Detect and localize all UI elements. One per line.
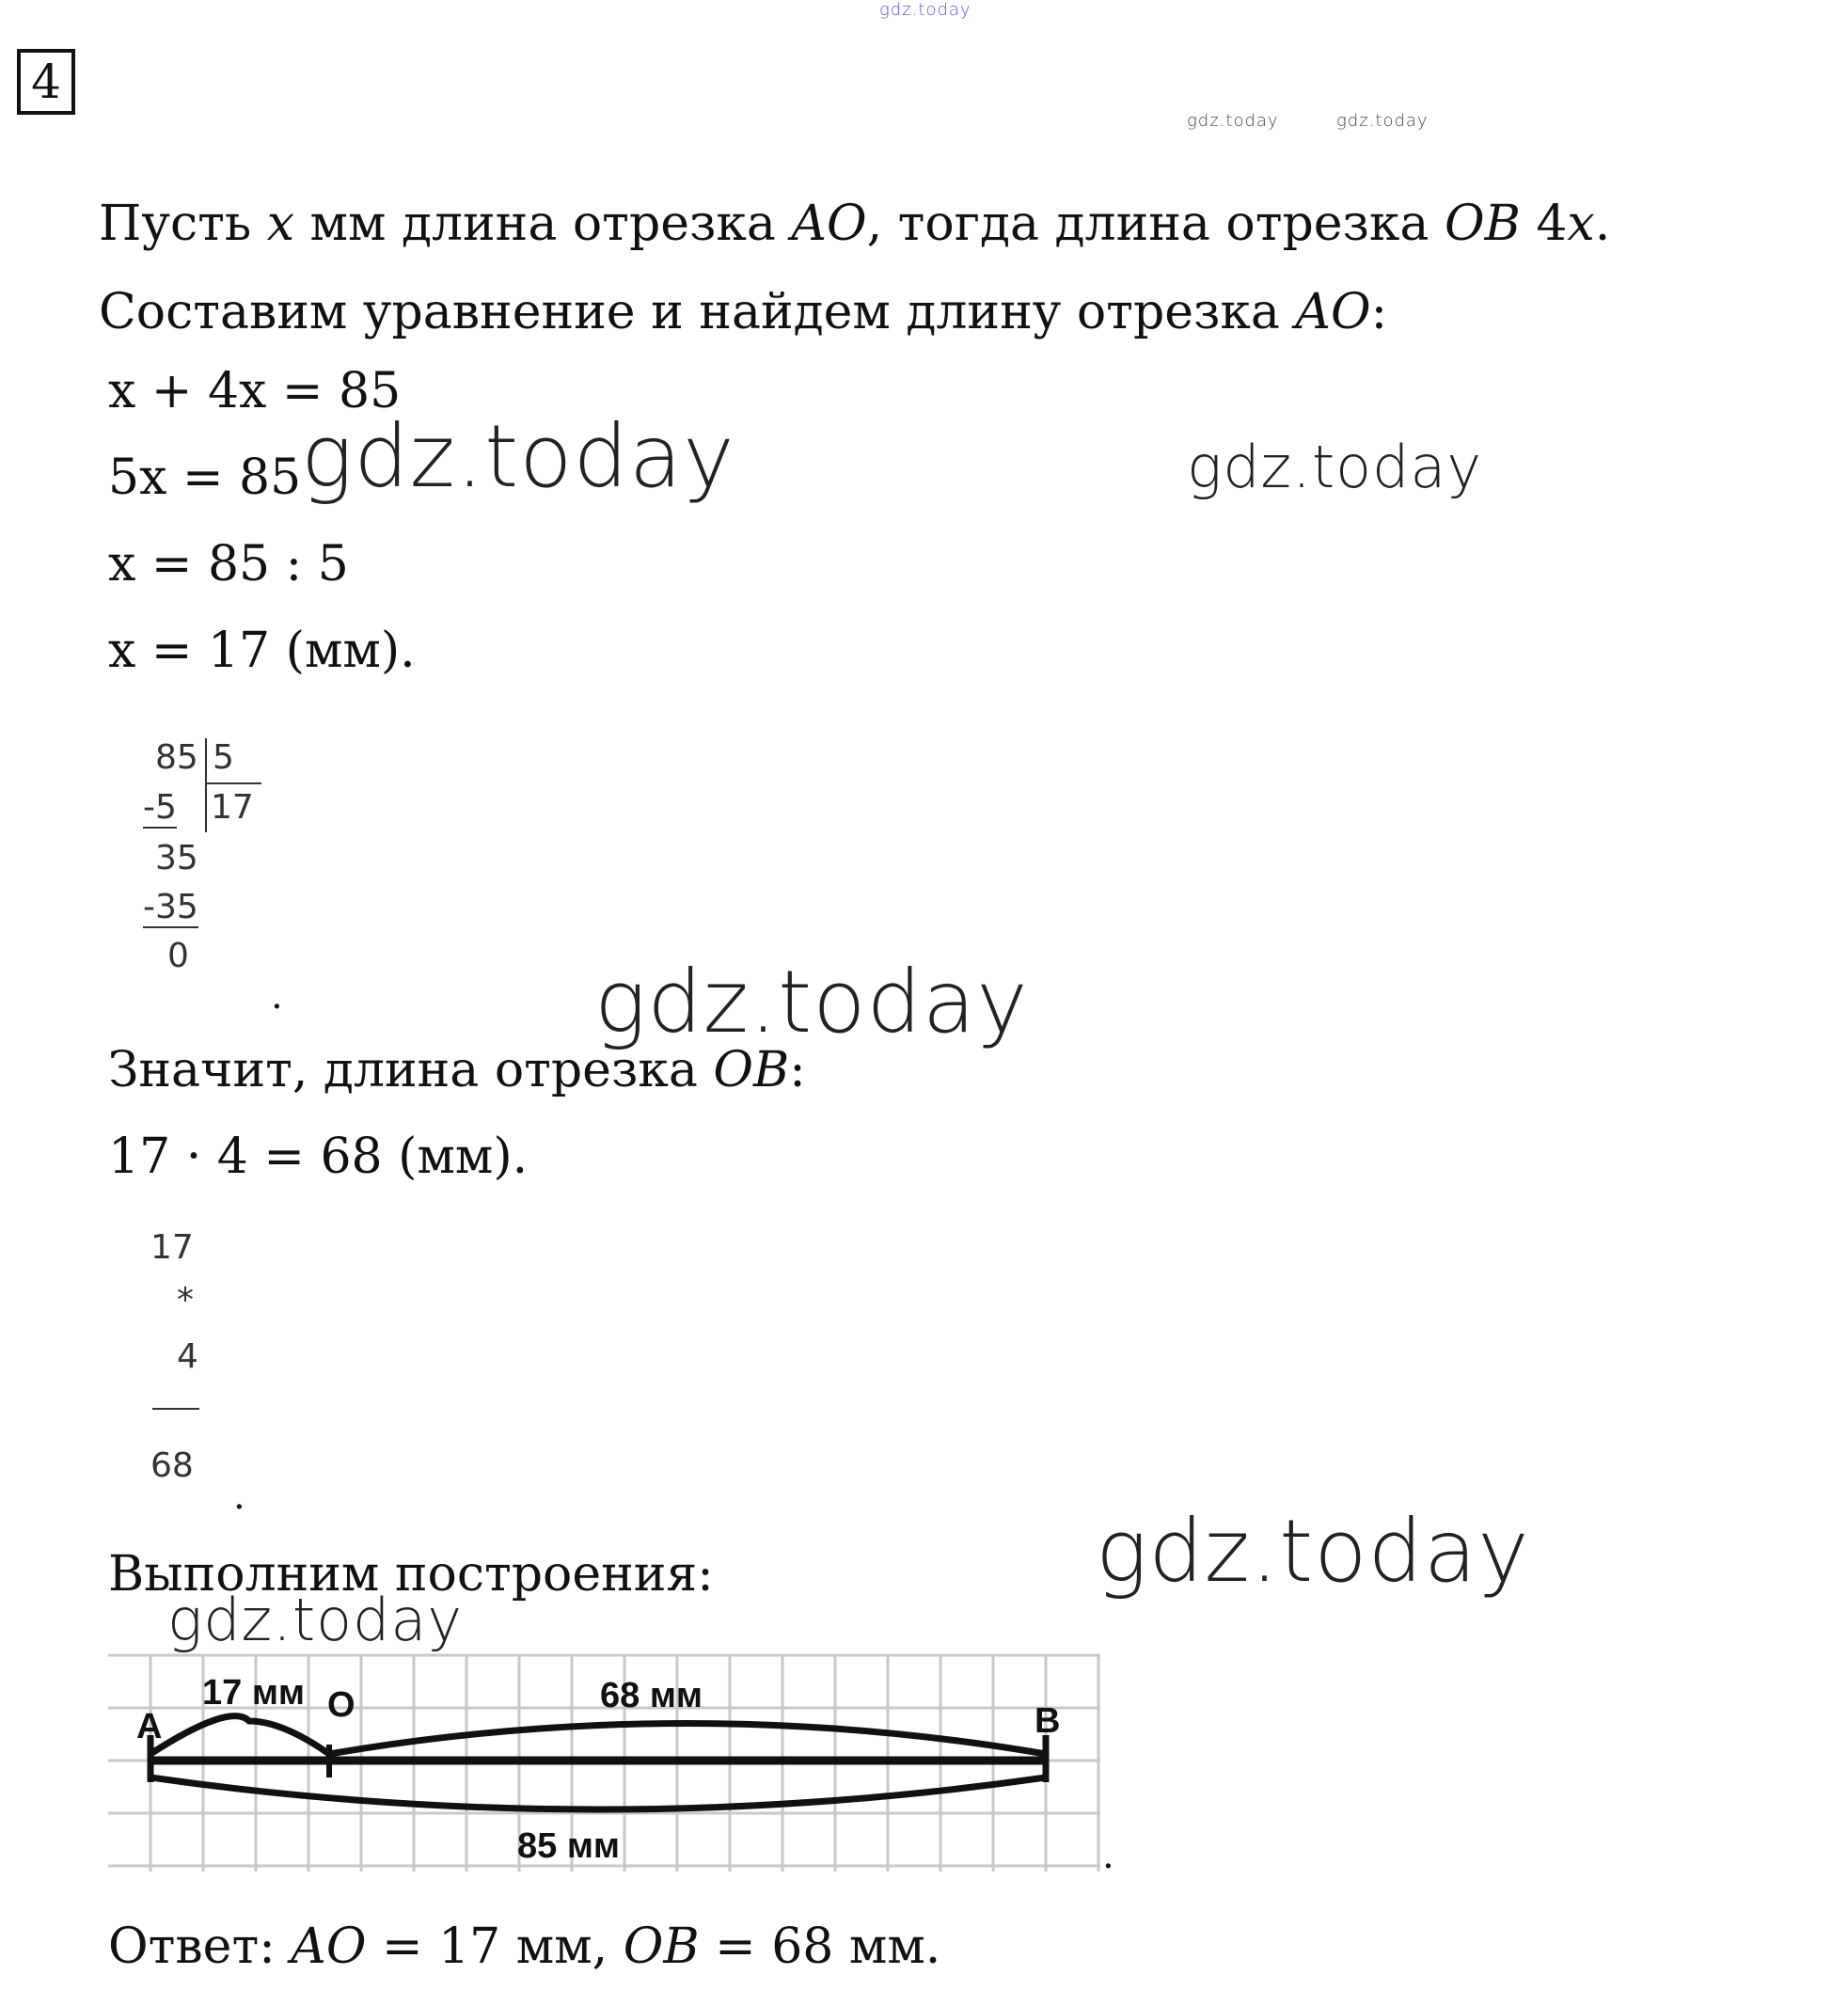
equation-intro-line: Составим уравнение и найдем длину отрезка AO: — [99, 284, 1388, 340]
watermark-medium-1: gdz.today — [1187, 433, 1483, 501]
task-number: 4 — [17, 49, 75, 115]
construct-line: Выполним построения: — [108, 1546, 714, 1603]
brace-ab — [150, 1777, 1046, 1809]
division-remainder-2: 0 — [167, 937, 189, 975]
product-line: 17 · 4 = 68 (мм). — [108, 1129, 529, 1185]
equation-3: x = 85 : 5 — [108, 536, 349, 592]
mult-top: 17 — [150, 1228, 194, 1267]
label-point-o: O — [327, 1685, 355, 1725]
mult-result: 68 — [150, 1446, 194, 1485]
label-point-b: B — [1035, 1701, 1061, 1741]
equation-1: x + 4x = 85 — [108, 363, 402, 419]
mult-bottom: 4 — [177, 1337, 198, 1376]
watermark-large-1: gdz.today — [301, 406, 735, 507]
watermark-medium-2: gdz.today — [167, 1586, 464, 1654]
stray-dot-2: . — [233, 1475, 245, 1518]
stray-dot-1: . — [271, 974, 283, 1018]
division-dividend: 85 — [155, 738, 198, 777]
so-ob-line: Значит, длина отрезка OB: — [108, 1042, 806, 1098]
label-ob-length: 68 мм — [600, 1676, 703, 1715]
division-subtract-2: -35 — [143, 888, 198, 926]
label-ab-length: 85 мм — [517, 1826, 621, 1866]
label-point-a: A — [136, 1707, 163, 1746]
watermark-large-3: gdz.today — [1096, 1501, 1530, 1602]
watermark-top: gdz.today — [879, 0, 971, 20]
division-subtract-1: -5 — [143, 788, 177, 827]
watermark-small-2: gdz.today — [1336, 111, 1429, 131]
mult-operator: * — [177, 1281, 194, 1319]
watermark-large-2: gdz.today — [594, 952, 1029, 1052]
label-ao-length: 17 мм — [202, 1673, 306, 1713]
division-remainder-1: 35 — [155, 839, 198, 877]
division-divisor: 5 — [213, 738, 234, 777]
brace-ob — [329, 1724, 1046, 1755]
equation-4: x = 17 (мм). — [108, 623, 416, 679]
division-quotient: 17 — [211, 788, 254, 827]
watermark-small-1: gdz.today — [1187, 111, 1279, 131]
brace-ao — [150, 1716, 329, 1754]
intro-line: Пусть x мм длина отрезка AO, тогда длина отрезка OB 4x. — [99, 196, 1611, 252]
segment-drawing — [150, 1716, 1046, 1809]
answer-line: Ответ: AO = 17 мм, OB = 68 мм. — [108, 1919, 941, 1975]
equation-2: 5x = 85 — [108, 450, 302, 506]
stray-dot-3: . — [1102, 1834, 1114, 1877]
